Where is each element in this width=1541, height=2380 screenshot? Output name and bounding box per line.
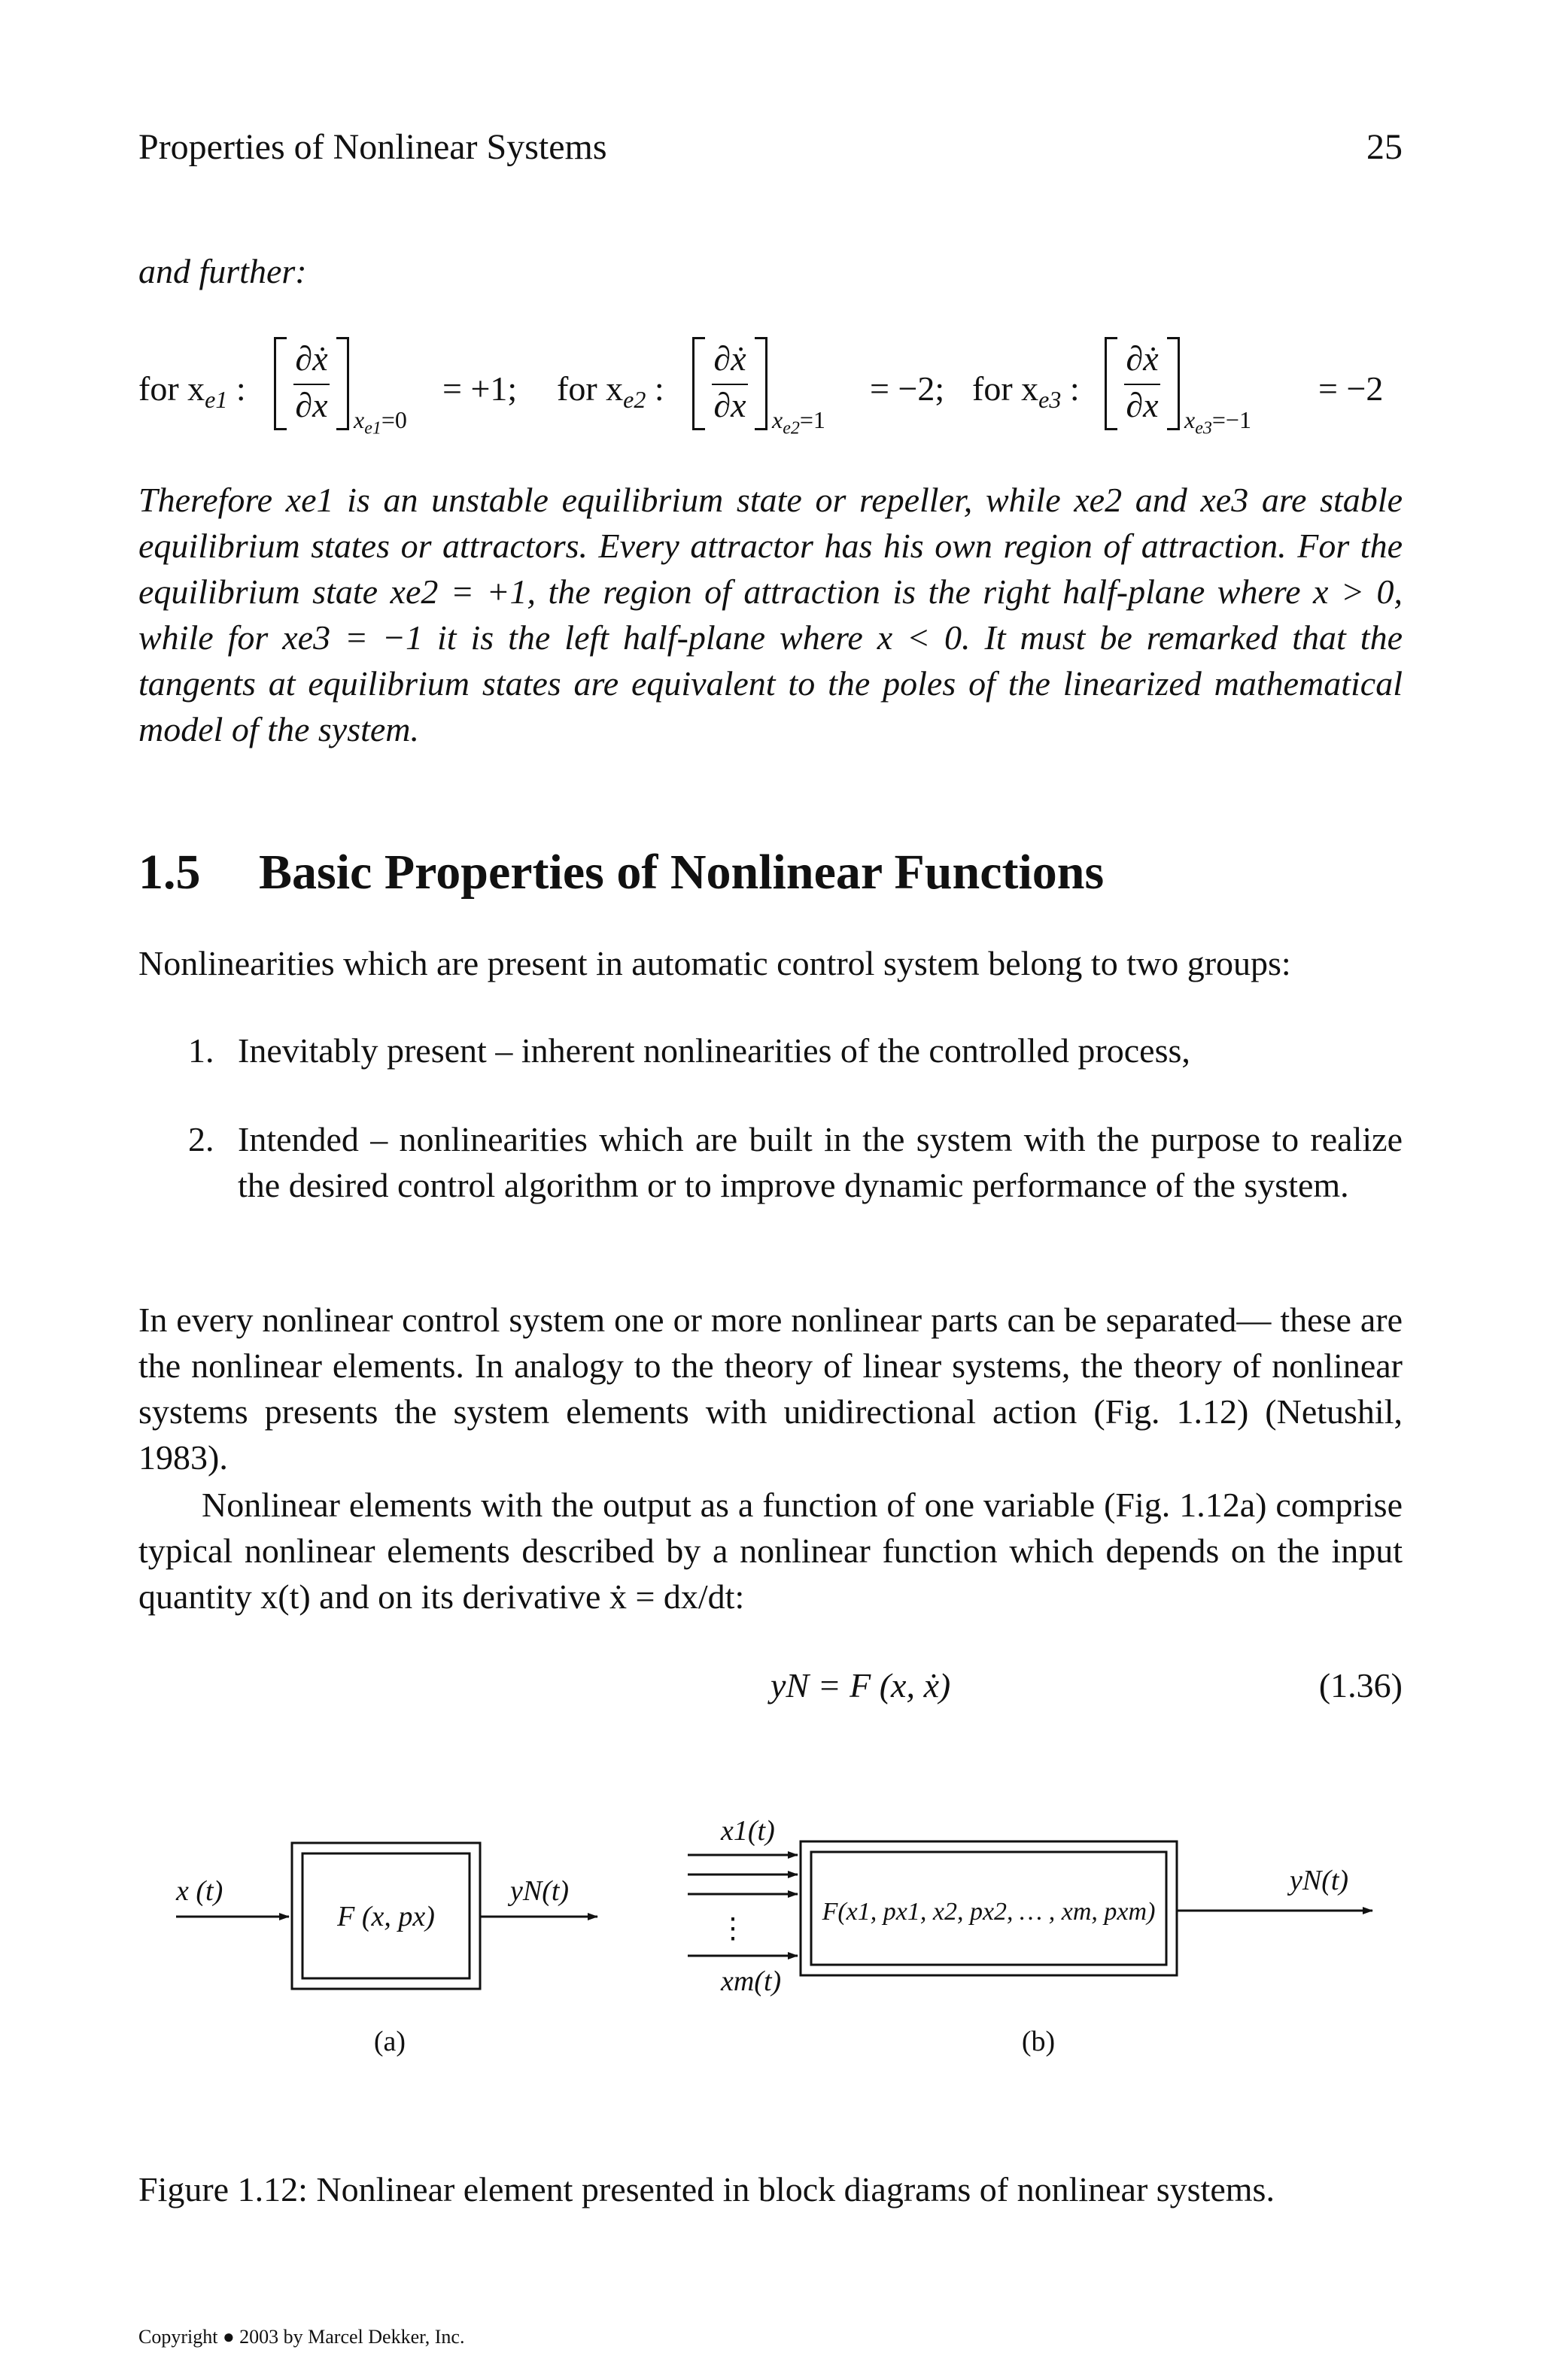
- formula-e3: for $x_{e3}$ : ∂ẋ ∂x $x_{e3}=-1$ = −2: [972, 329, 1403, 442]
- section-heading: [138, 844, 1104, 901]
- running-head-title: Properties of Nonlinear Systems: [138, 127, 607, 167]
- output-label-a: yN(t): [510, 1875, 570, 1907]
- input-dots-b: ⋮: [719, 1913, 747, 1944]
- body-paragraph-1: In every nonlinear control system one or more nonlinear parts can be separated— these are the nonlinear elements. In analogy to the theory of linear systems, the theory of nonlinear systems presents the system elements with unidirectional action (Fig. 1.12) (Netushil, 1983).: [138, 1301, 1403, 1477]
- list-marker: 1.: [188, 1031, 214, 1070]
- derivative-bracket: [1105, 337, 1180, 427]
- formula-label: for x: [138, 369, 205, 408]
- derivative-numerator: ∂ẋ: [295, 339, 328, 378]
- input-top-label-b: x1(t): [721, 1815, 775, 1847]
- list-item: [188, 1116, 1403, 1208]
- subfigure-label-b: (b): [1021, 2026, 1056, 2057]
- formula-result: = −2;: [870, 369, 945, 408]
- figure-caption: Figure 1.12: Nonlinear element presented in block diagrams of nonlinear systems.: [138, 2170, 1275, 2208]
- block-diagram-svg: [138, 1805, 1403, 2076]
- formula-label-sub: e1: [205, 386, 228, 414]
- formula-label: for x: [557, 369, 624, 408]
- subfigure-label-a: (a): [373, 2026, 406, 2057]
- formula-e1: for $x_{e1}$ : ∂ẋ ∂x $x_{e1}=0$ = +1;: [138, 329, 530, 442]
- input-label-a: x (t): [176, 1875, 223, 1907]
- derivative-denominator: ∂x: [713, 386, 746, 424]
- and-further-text: and further:: [138, 252, 307, 290]
- eval-value: =1: [799, 406, 825, 433]
- eval-var: x: [772, 406, 783, 433]
- list-item-text: Intended – nonlinearities which are built in the system with the purpose to realize the desired control algorithm or to improve dynamic performance of the system.: [238, 1120, 1403, 1204]
- formula-label-sub: e3: [1038, 386, 1062, 414]
- derivative-denominator: ∂x: [295, 386, 328, 424]
- equation-1-36: [138, 1665, 1403, 1711]
- eval-value: =0: [381, 406, 407, 433]
- formula-e2: for $x_{e2}$ : ∂ẋ ∂x $x_{e2}=1$ = −2;: [557, 329, 963, 442]
- body-paragraph-2: Nonlinear elements with the output as a function of one variable (Fig. 1.12a) comprise typical nonlinear elements described by a nonlinear function which depends on the input quantity x(t) and on its derivative ẋ = dx/dt:: [138, 1486, 1403, 1616]
- section-number: 1.5: [138, 845, 201, 900]
- derivative-numerator: ∂ẋ: [713, 339, 746, 378]
- running-head: [138, 126, 1403, 172]
- block-label-a: F (x, px): [337, 1901, 435, 1932]
- list-item-text: Inevitably present – inherent nonlinearities of the controlled process,: [238, 1031, 1190, 1070]
- derivative-numerator: ∂ẋ: [1126, 339, 1159, 378]
- list-marker: 2.: [188, 1120, 214, 1158]
- block-label-b: F(x1, px1, x2, px2, … , xm, pxm): [822, 1898, 1156, 1926]
- eval-var-sub: e2: [783, 418, 800, 439]
- eval-value: =−1: [1211, 406, 1251, 433]
- copyright-notice: Copyright ● 2003 by Marcel Dekker, Inc.: [138, 2326, 465, 2348]
- input-bottom-label-b: xm(t): [721, 1966, 782, 1997]
- derivative-bracket: [692, 337, 767, 427]
- figure-1-12: [138, 1805, 1403, 2076]
- section-title: Basic Properties of Nonlinear Functions: [259, 845, 1105, 900]
- output-label-b: yN(t): [1290, 1865, 1349, 1896]
- equation-number: (1.36): [1318, 1666, 1403, 1705]
- therefore-paragraph: Therefore xe1 is an unstable equilibrium state or repeller, while xe2 and xe3 are stable equilibrium states or attractors. Every attractor has his own region of attraction. For the equilibrium state xe2 = +1, the region of attraction is the right half-plane where x > 0, while for xe3 = −1 it is the left half-plane where x < 0. It must be remarked that the tangents at equilibrium states are equivalent to the poles of the linearized mathematical model of the system.: [138, 481, 1403, 748]
- eval-var-sub: e1: [364, 418, 381, 439]
- eval-var: x: [1184, 406, 1196, 433]
- list-item: [188, 1028, 1403, 1073]
- derivative-denominator: ∂x: [1126, 386, 1159, 424]
- formula-result: = −2: [1318, 369, 1384, 408]
- intro-paragraph: Nonlinearities which are present in automatic control system belong to two groups:: [138, 944, 1291, 982]
- formula-label-sub: e2: [623, 386, 646, 414]
- eval-var-sub: e3: [1195, 418, 1212, 439]
- eval-var: x: [354, 406, 365, 433]
- formula-label: for x: [972, 369, 1039, 408]
- equation-text: yN = F (x, ẋ): [770, 1666, 951, 1705]
- formula-result: = +1;: [442, 369, 518, 408]
- page-number: 25: [1366, 127, 1403, 167]
- derivative-formulas: [138, 329, 1403, 442]
- derivative-bracket: [274, 337, 349, 427]
